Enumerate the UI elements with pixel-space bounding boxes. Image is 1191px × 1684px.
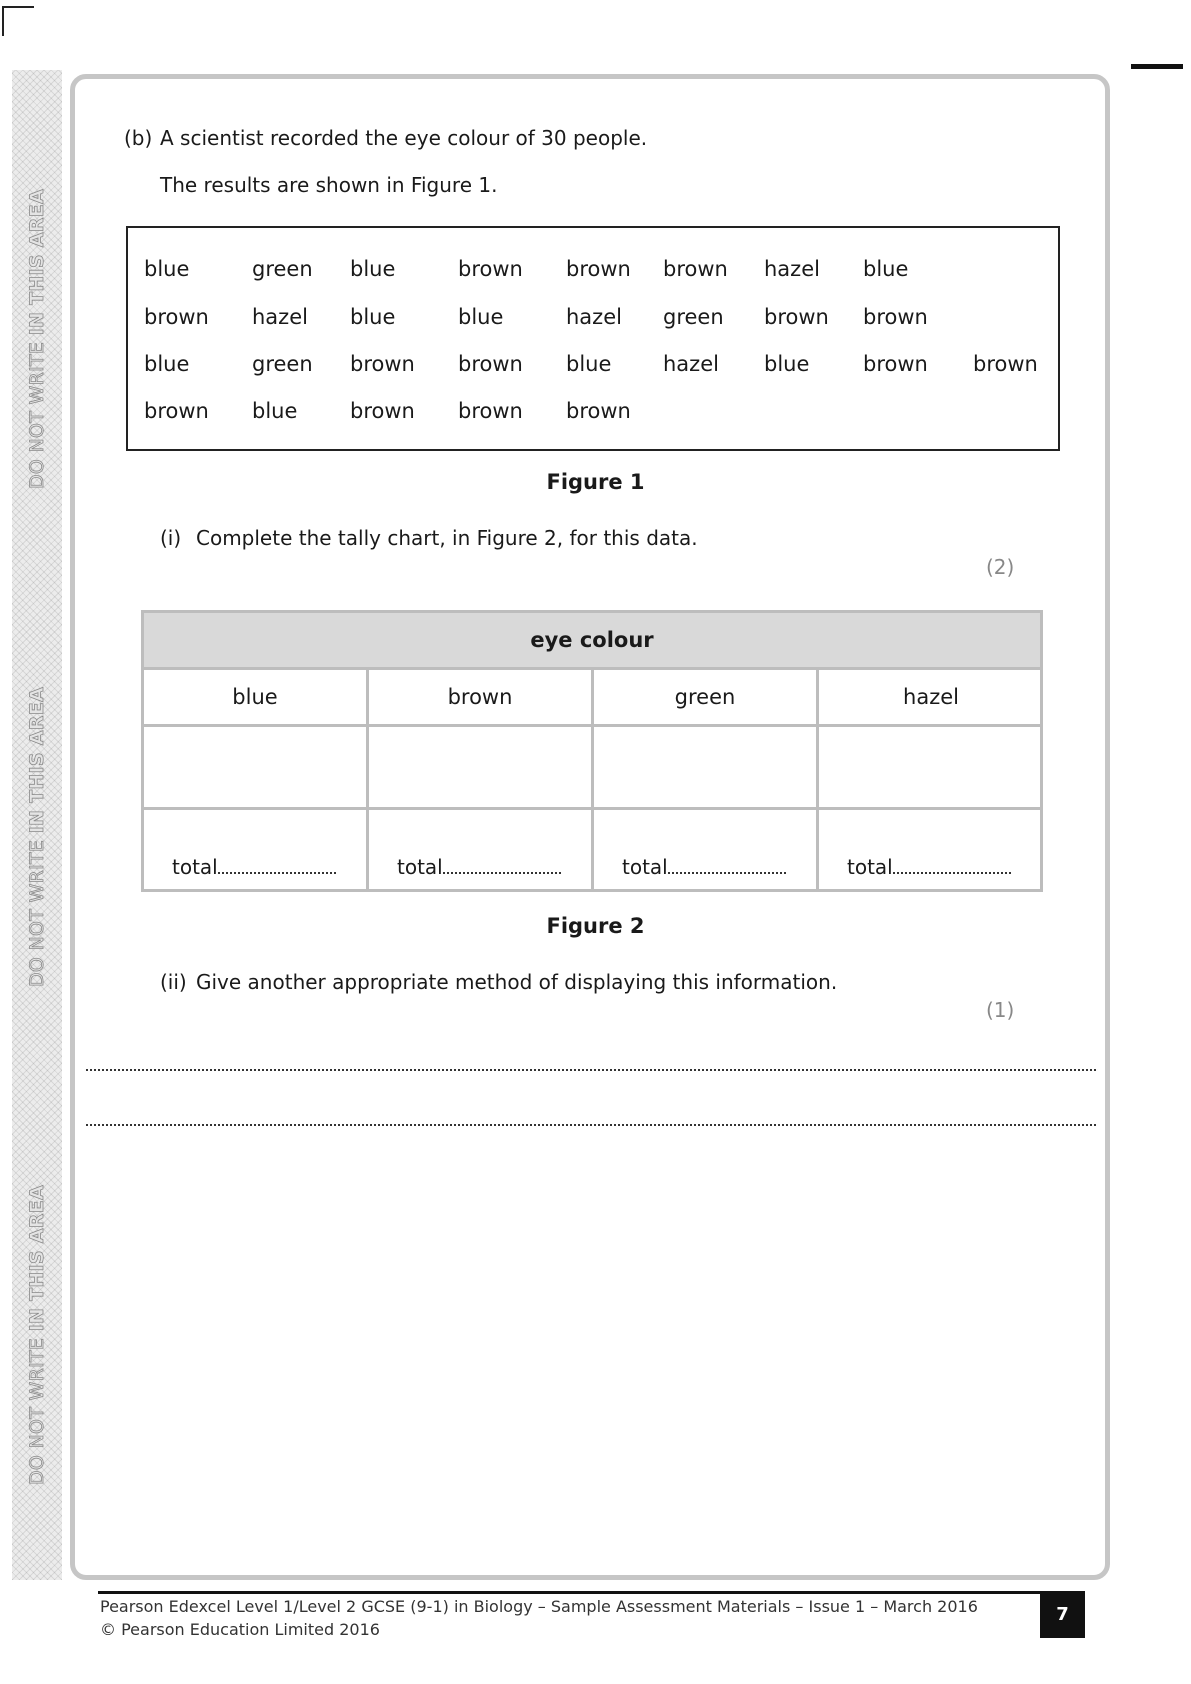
figure1-word: green <box>663 305 724 329</box>
figure1-row <box>128 352 1058 382</box>
column-header-green: green <box>674 685 736 709</box>
column-header-brown: brown <box>447 685 513 709</box>
answer-line-2[interactable] <box>86 1124 1096 1126</box>
figure1-word: brown <box>764 305 829 329</box>
footer-rule <box>98 1591 1083 1594</box>
tally-cell-blue[interactable] <box>144 727 366 807</box>
figure2-caption: Figure 2 <box>546 914 645 938</box>
figure1-row <box>128 257 1058 287</box>
registration-bar <box>1131 64 1183 69</box>
figure1-box <box>126 226 1060 451</box>
figure1-word: green <box>252 352 313 376</box>
column-header-blue: blue <box>232 685 278 709</box>
total-green[interactable]: total <box>622 855 786 879</box>
margin-warning-2: DO NOT WRITE IN THIS AREA <box>26 686 48 988</box>
figure1-row <box>128 305 1058 335</box>
part-ii-marks: (1) <box>986 998 1015 1022</box>
tally-cell-green[interactable] <box>594 727 816 807</box>
figure1-word: blue <box>350 257 396 281</box>
tally-cell-brown[interactable] <box>369 727 591 807</box>
figure1-word: green <box>252 257 313 281</box>
figure1-word: blue <box>458 305 504 329</box>
figure1-row <box>128 399 1058 429</box>
figure1-word: brown <box>350 352 415 376</box>
figure1-word: brown <box>458 399 523 423</box>
figure1-word: brown <box>566 257 631 281</box>
figure1-word: brown <box>863 305 928 329</box>
figure1-word: hazel <box>566 305 622 329</box>
page-number: 7 <box>1040 1591 1085 1638</box>
figure1-word: hazel <box>663 352 719 376</box>
total-brown[interactable]: total <box>397 855 561 879</box>
figure1-word: brown <box>663 257 728 281</box>
total-hazel[interactable]: total <box>847 855 1011 879</box>
total-blue[interactable]: total <box>172 855 336 879</box>
figure1-word: blue <box>566 352 612 376</box>
figure1-word: blue <box>350 305 396 329</box>
figure1-word: brown <box>863 352 928 376</box>
figure1-word: blue <box>144 352 190 376</box>
column-header-hazel: hazel <box>903 685 959 709</box>
figure1-word: brown <box>458 257 523 281</box>
margin-warning-3: DO NOT WRITE IN THIS AREA <box>26 1184 48 1486</box>
figure1-word: brown <box>458 352 523 376</box>
tally-cell-hazel[interactable] <box>819 727 1043 807</box>
part-ii-text: Give another appropriate method of displaying this information. <box>196 970 838 994</box>
figure1-word: blue <box>144 257 190 281</box>
footer-line-2: © Pearson Education Limited 2016 <box>100 1620 380 1639</box>
figure1-caption: Figure 1 <box>546 470 645 494</box>
footer-line-1: Pearson Edexcel Level 1/Level 2 GCSE (9-1) in Biology – Sample Assessment Materials – Issue 1 – March 2016 <box>100 1597 978 1616</box>
margin-warning-1: DO NOT WRITE IN THIS AREA <box>26 188 48 490</box>
answer-line-1[interactable] <box>86 1069 1096 1071</box>
tally-chart-header: eye colour <box>144 613 1040 670</box>
part-i-text: Complete the tally chart, in Figure 2, for this data. <box>196 526 698 550</box>
figure1-word: blue <box>863 257 909 281</box>
question-intro: A scientist recorded the eye colour of 30 people. <box>160 126 648 150</box>
crop-mark <box>2 6 34 36</box>
figure1-word: blue <box>252 399 298 423</box>
figure1-word: brown <box>566 399 631 423</box>
part-i-marks: (2) <box>986 555 1015 579</box>
figure1-word: hazel <box>764 257 820 281</box>
tally-chart <box>141 610 1043 892</box>
results-text: The results are shown in Figure 1. <box>160 173 498 197</box>
figure1-word: blue <box>764 352 810 376</box>
figure1-word: brown <box>144 305 209 329</box>
figure1-word: brown <box>350 399 415 423</box>
figure1-word: brown <box>973 352 1038 376</box>
part-i-label: (i) <box>160 526 182 550</box>
figure1-word: hazel <box>252 305 308 329</box>
part-ii-label: (ii) <box>160 970 187 994</box>
figure1-word: brown <box>144 399 209 423</box>
question-label: (b) <box>124 126 153 150</box>
